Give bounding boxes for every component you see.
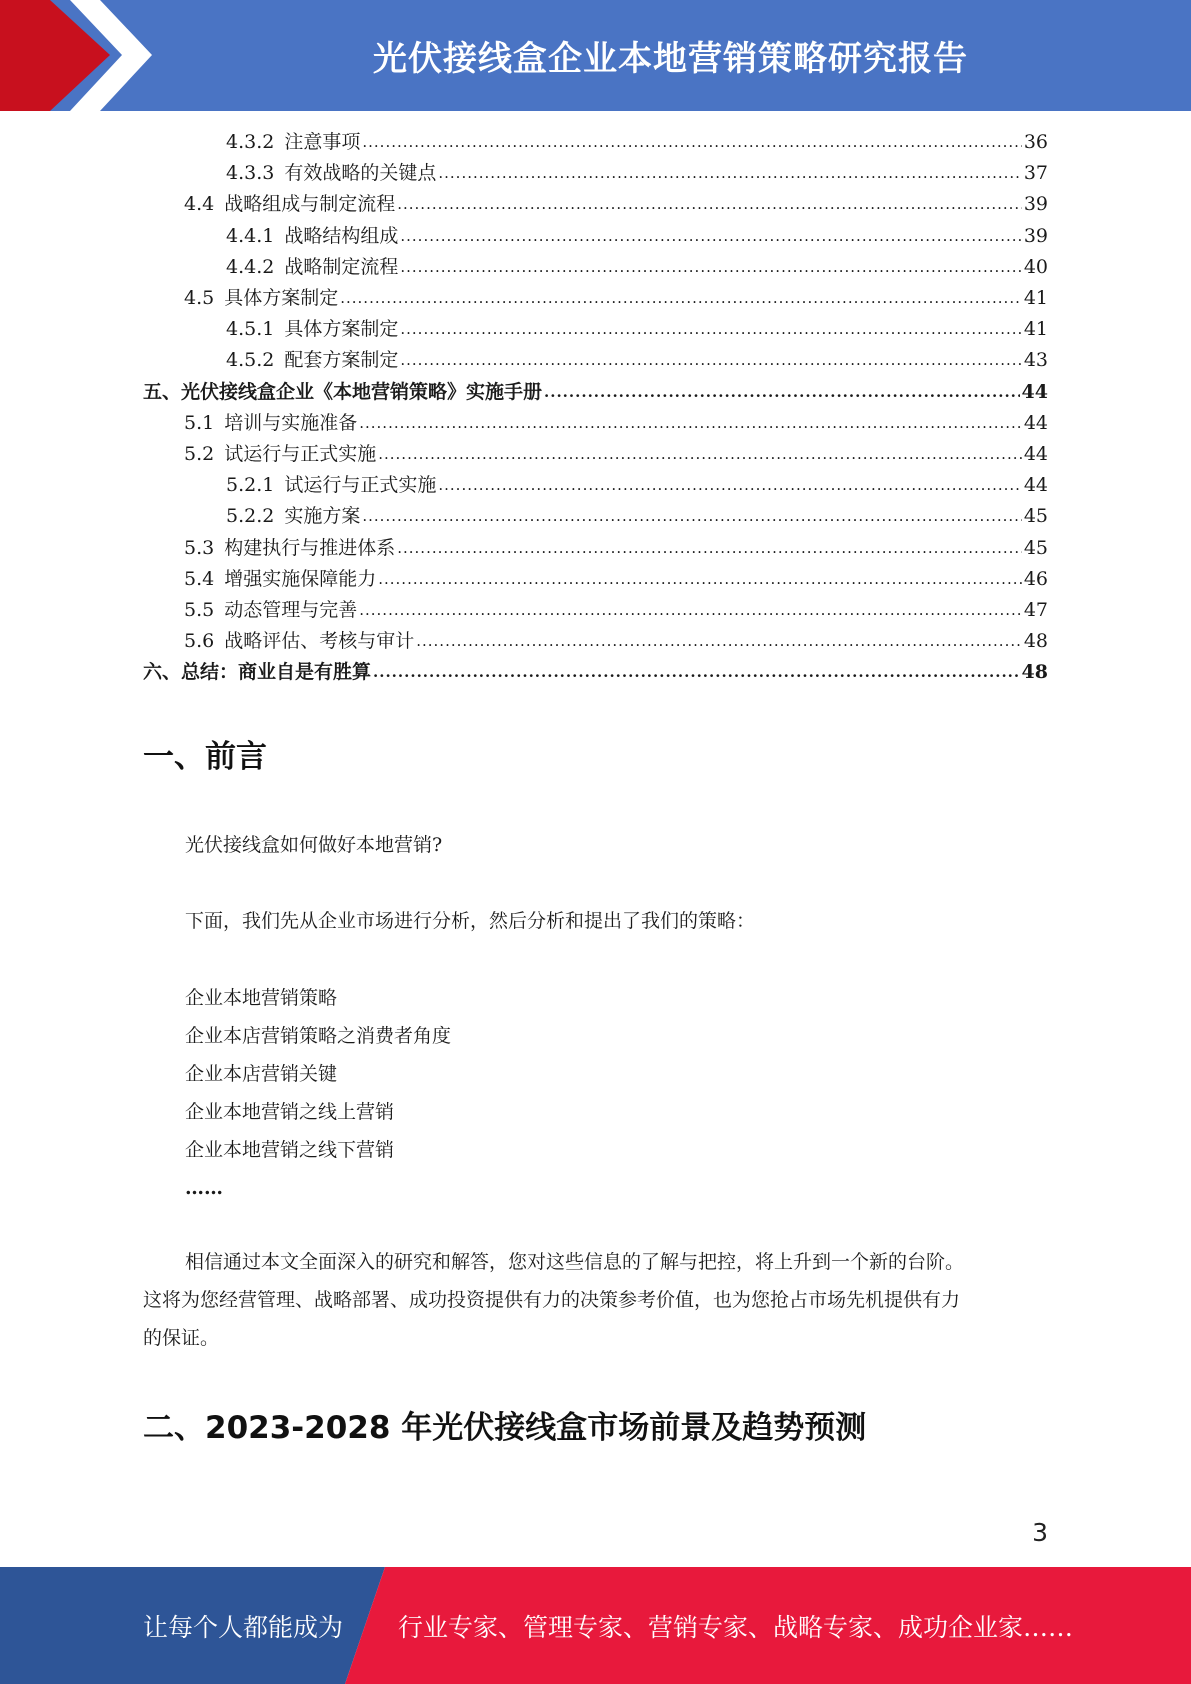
toc-entry-number: 5.2 [184,442,215,465]
toc-entry-page: 48 [1021,661,1048,684]
toc-entry-title: 战略组成与制定流程 [224,193,396,216]
toc-entry-page: 44 [1023,411,1048,434]
section-heading-preface: 一、前言 [143,739,267,775]
toc-entry[interactable] [143,377,1048,408]
toc-entry[interactable] [143,595,1048,626]
toc-entry[interactable] [143,283,1048,314]
toc-dot-leader [400,221,1021,252]
toc-entry-title: 实施方案 [284,505,361,528]
list-item: 企业本地营销之线下营销 [185,1139,395,1161]
toc-dot-leader [397,189,1022,220]
toc-dot-leader [400,345,1021,376]
strategy-list [143,979,1090,1207]
toc-dot-leader [362,501,1021,532]
toc-entry-number: 5.2.2 [226,505,275,528]
toc-entry[interactable] [143,127,1048,158]
toc-entry-title: 战略制定流程 [284,255,399,278]
toc-entry-number: 4.4 [184,193,215,216]
toc-entry-page: 45 [1023,536,1048,559]
toc-entry[interactable] [143,408,1048,439]
toc-entry-number: 5.6 [184,630,215,653]
table-of-contents [143,127,1048,688]
toc-entry-page: 41 [1023,287,1048,310]
toc-dot-leader [400,314,1021,345]
preface-question: 光伏接线盒如何做好本地营销? [185,834,443,856]
list-item: 企业本地营销策略 [185,987,338,1009]
toc-entry-number: 5.5 [184,598,215,621]
toc-entry-title: 具体方案制定 [284,318,399,341]
toc-entry-number: 4.4.1 [226,224,275,247]
toc-entry-title: 战略评估、考核与审计 [224,630,415,653]
toc-entry[interactable] [143,626,1048,657]
toc-dot-leader [544,377,1020,408]
toc-entry-title: 六、总结：商业自是有胜算 [143,661,372,684]
toc-entry-page: 36 [1023,131,1048,154]
toc-entry-page: 43 [1023,349,1048,372]
toc-dot-leader [359,595,1022,626]
toc-entry-page: 44 [1023,474,1048,497]
toc-entry-title: 具体方案制定 [224,287,339,310]
toc-entry-title: 试运行与正式实施 [224,442,377,465]
section-heading-market-outlook: 二、2023-2028 年光伏接线盒市场前景及趋势预测 [143,1410,867,1446]
toc-entry-page: 39 [1023,193,1048,216]
footer-slogan-right: 行业专家、管理专家、营销专家、战略专家、成功企业家…… [398,1612,1074,1642]
toc-entry[interactable] [143,532,1048,563]
toc-entry[interactable] [143,439,1048,470]
toc-dot-leader [416,626,1022,657]
toc-dot-leader [359,408,1022,439]
toc-dot-leader [438,158,1021,189]
toc-entry-number: 5.3 [184,536,215,559]
toc-entry-page: 40 [1023,255,1048,278]
toc-entry-title: 注意事项 [284,131,361,154]
toc-dot-leader [362,127,1021,158]
toc-entry-title: 培训与实施准备 [224,411,358,434]
toc-entry-page: 47 [1023,598,1048,621]
toc-entry-title: 战略结构组成 [284,224,399,247]
toc-entry[interactable] [143,314,1048,345]
preface-intro: 下面，我们先从企业市场进行分析，然后分析和提出了我们的策略： [185,910,756,932]
page-footer [0,1567,1191,1684]
toc-entry-number: 4.3.3 [226,162,275,185]
toc-dot-leader [378,564,1022,595]
toc-entry-page: 37 [1023,162,1048,185]
toc-dot-leader [378,439,1022,470]
page-header [0,0,1191,111]
toc-entry-number: 4.5.1 [226,318,275,341]
toc-entry-title: 有效战略的关键点 [284,162,437,185]
toc-entry-page: 46 [1023,567,1048,590]
preface-closing: 相信通过本文全面深入的研究和解答，您对这些信息的了解与把控，将上升到一个新的台阶。 这将为您经营管理、战略部署、成功投资提供有力的决策参考价值，也为您抢占市场先机提供有力 的保证。 [143,1251,965,1349]
toc-entry[interactable] [143,564,1048,595]
page-number: 3 [1032,1518,1048,1547]
toc-dot-leader [400,252,1021,283]
toc-entry-title: 增强实施保障能力 [224,567,377,590]
toc-dot-leader [397,533,1022,564]
toc-entry-page: 44 [1023,442,1048,465]
toc-entry-title: 构建执行与推进体系 [224,536,396,559]
toc-dot-leader [373,657,1020,688]
footer-slogan-left: 让每个人都能成为 [143,1612,344,1642]
toc-entry[interactable] [143,221,1048,252]
toc-entry[interactable] [143,470,1048,501]
toc-entry-number: 4.4.2 [226,255,275,278]
toc-entry-title: 五、光伏接线盒企业《本地营销策略》实施手册 [143,380,543,403]
toc-entry-page: 39 [1023,224,1048,247]
toc-entry[interactable] [143,657,1048,688]
toc-entry-title: 试运行与正式实施 [284,474,437,497]
list-item: 企业本店营销关键 [185,1063,338,1085]
toc-entry-page: 41 [1023,318,1048,341]
toc-entry-page: 44 [1021,380,1048,403]
toc-entry[interactable] [143,158,1048,189]
toc-entry-page: 48 [1023,630,1048,653]
toc-dot-leader [340,283,1022,314]
toc-entry-page: 45 [1023,505,1048,528]
toc-entry[interactable] [143,501,1048,532]
toc-entry[interactable] [143,345,1048,376]
toc-entry-number: 5.4 [184,567,215,590]
toc-entry[interactable] [143,189,1048,220]
toc-entry-number: 4.5.2 [226,349,275,372]
toc-entry[interactable] [143,252,1048,283]
toc-entry-number: 4.5 [184,287,215,310]
report-title: 光伏接线盒企业本地营销策略研究报告 [373,39,968,79]
toc-dot-leader [438,470,1021,501]
toc-entry-number: 5.2.1 [226,474,275,497]
list-item: 企业本地营销之线上营销 [185,1101,395,1123]
list-item: 企业本店营销策略之消费者角度 [185,1025,452,1047]
list-item: …… [185,1177,223,1199]
toc-entry-title: 配套方案制定 [284,349,399,372]
toc-entry-title: 动态管理与完善 [224,598,358,621]
toc-entry-number: 4.3.2 [226,131,275,154]
toc-entry-number: 5.1 [184,411,215,434]
